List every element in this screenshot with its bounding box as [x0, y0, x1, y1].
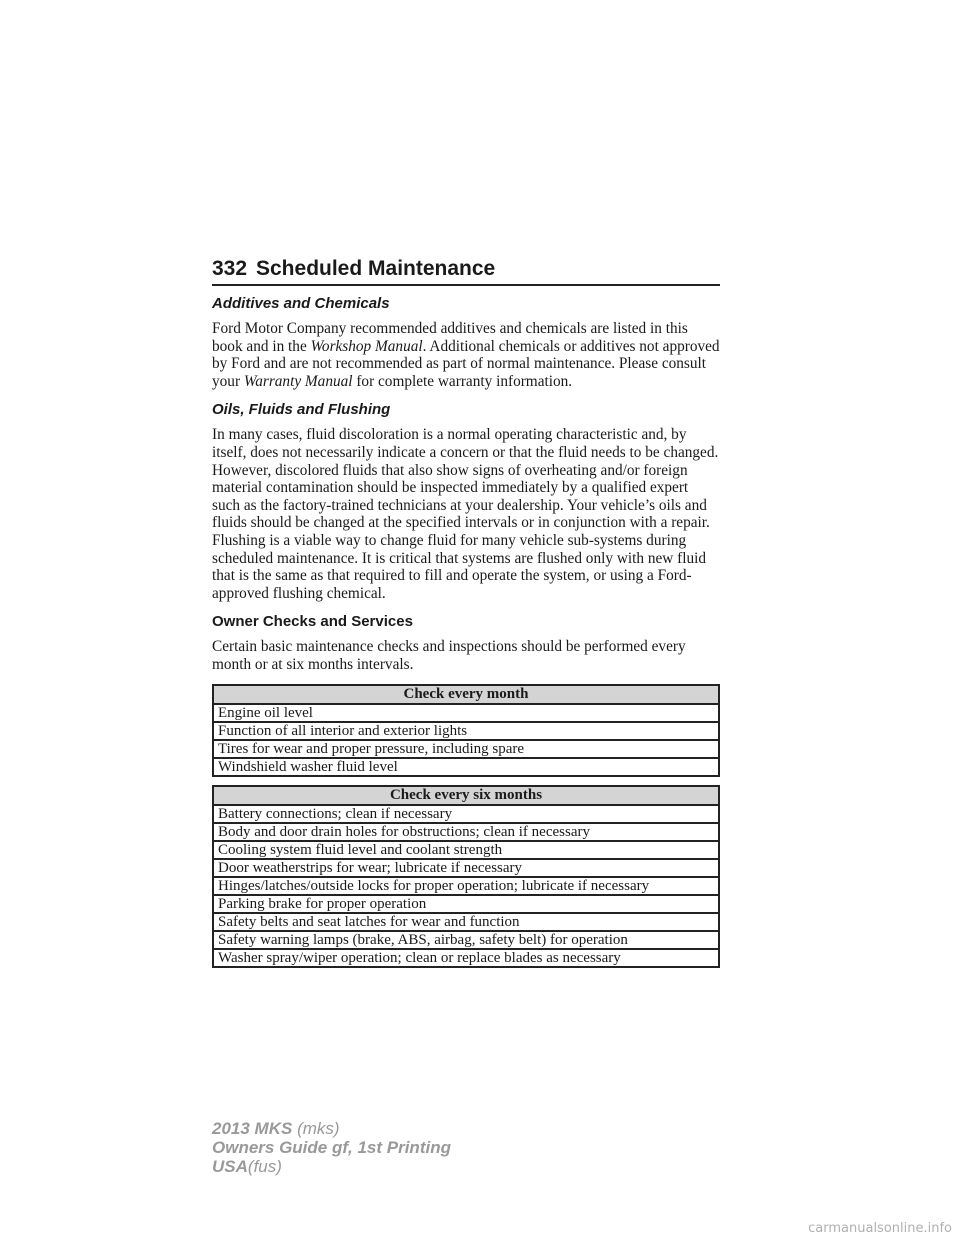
paragraph-text: for complete warranty information. [352, 372, 573, 390]
table-row [213, 758, 719, 776]
footer-model-code: (mks) [297, 1119, 340, 1138]
section-heading-additives: Additives and Chemicals [212, 295, 390, 312]
table-row [213, 740, 719, 758]
table-row [213, 841, 719, 859]
table-row [213, 931, 719, 949]
table-row [213, 805, 719, 823]
table-row [213, 949, 719, 967]
section-owner-checks [212, 612, 720, 673]
table-cell: Parking brake for proper operation [213, 895, 719, 913]
footer-guide: Owners Guide gf, 1st Printing [212, 1138, 451, 1157]
table-row [213, 823, 719, 841]
paragraph-owner-checks: Certain basic maintenance checks and inspections should be performed every month or at six months intervals. [212, 638, 686, 673]
paragraph-additives [212, 320, 720, 390]
table-cell: Windshield washer fluid level [213, 758, 719, 776]
footer-market-code: (fus) [247, 1157, 282, 1176]
footer-line-guide [212, 1138, 451, 1157]
table-row [213, 859, 719, 877]
section-heading-owner-checks: Owner Checks and Services [212, 613, 413, 631]
footer-line-model [212, 1119, 451, 1138]
table-header: Check every six months [213, 786, 719, 805]
page-content [212, 294, 720, 976]
watermark: carmanualsonline.info [808, 1221, 952, 1236]
table-header: Check every month [213, 685, 719, 704]
workshop-manual-reference: Workshop Manual [310, 337, 423, 355]
warranty-manual-reference: Warranty Manual [243, 372, 353, 390]
page-number: 332 [212, 257, 248, 280]
table-cell: Battery connections; clean if necessary [213, 805, 719, 823]
table-header-row [213, 685, 719, 704]
table-cell: Hinges/latches/outside locks for proper operation; lubricate if necessary [213, 877, 719, 895]
table-cell: Safety belts and seat latches for wear and function [213, 913, 719, 931]
table-cell: Body and door drain holes for obstructions; clean if necessary [213, 823, 719, 841]
monthly-checks-table [212, 684, 720, 777]
table-header-row [213, 786, 719, 805]
table-cell: Door weatherstrips for wear; lubricate if necessary [213, 859, 719, 877]
paragraph-text: . Additional chemicals or additives not approved by Ford and are not recommended as part of normal maintenance. Please consult your [212, 337, 720, 390]
table-cell: Engine oil level [213, 704, 719, 722]
page-header [212, 256, 720, 286]
six-month-checks-table [212, 785, 720, 968]
section-heading-oils: Oils, Fluids and Flushing [212, 401, 391, 419]
paragraph-oils: In many cases, fluid discoloration is a normal operating characteristic and, by itself, does not necessarily indicate a concern or that the fluid needs to be changed. However, discolored fluids that also show signs of overheating and/or foreign material contamination should be inspected immediately by a qualified expert such as the factory-trained technicians at your dealership. Your vehicle’s oils and fluids should be changed at the specified intervals or in conjunction with a repair. Flushing is a viable way to change fluid for many vehicle sub-systems during scheduled maintenance. It is critical that systems are flushed only with new fluid that is the same as that required to fill and operate the system, or using a Ford-approved flushing chemical. [212, 426, 719, 602]
table-row [213, 704, 719, 722]
table-cell: Tires for wear and proper pressure, including spare [213, 740, 719, 758]
table-row [213, 895, 719, 913]
chapter-title: Scheduled Maintenance [256, 257, 496, 280]
section-oils [212, 400, 720, 602]
table-cell: Safety warning lamps (brake, ABS, airbag, safety belt) for operation [213, 931, 719, 949]
table-cell: Cooling system fluid level and coolant strength [213, 841, 719, 859]
paragraph-text: Ford Motor Company recommended additives and chemicals are listed in this book and in the [212, 320, 688, 355]
footer-line-market [212, 1157, 451, 1176]
table-cell: Function of all interior and exterior lights [213, 722, 719, 740]
section-additives [212, 294, 720, 390]
table-row [213, 722, 719, 740]
table-row [213, 913, 719, 931]
footer-market: USA [212, 1157, 248, 1176]
document-footer [212, 1119, 451, 1176]
table-row [213, 877, 719, 895]
footer-model: 2013 MKS [212, 1119, 293, 1138]
table-cell: Washer spray/wiper operation; clean or replace blades as necessary [213, 949, 719, 967]
